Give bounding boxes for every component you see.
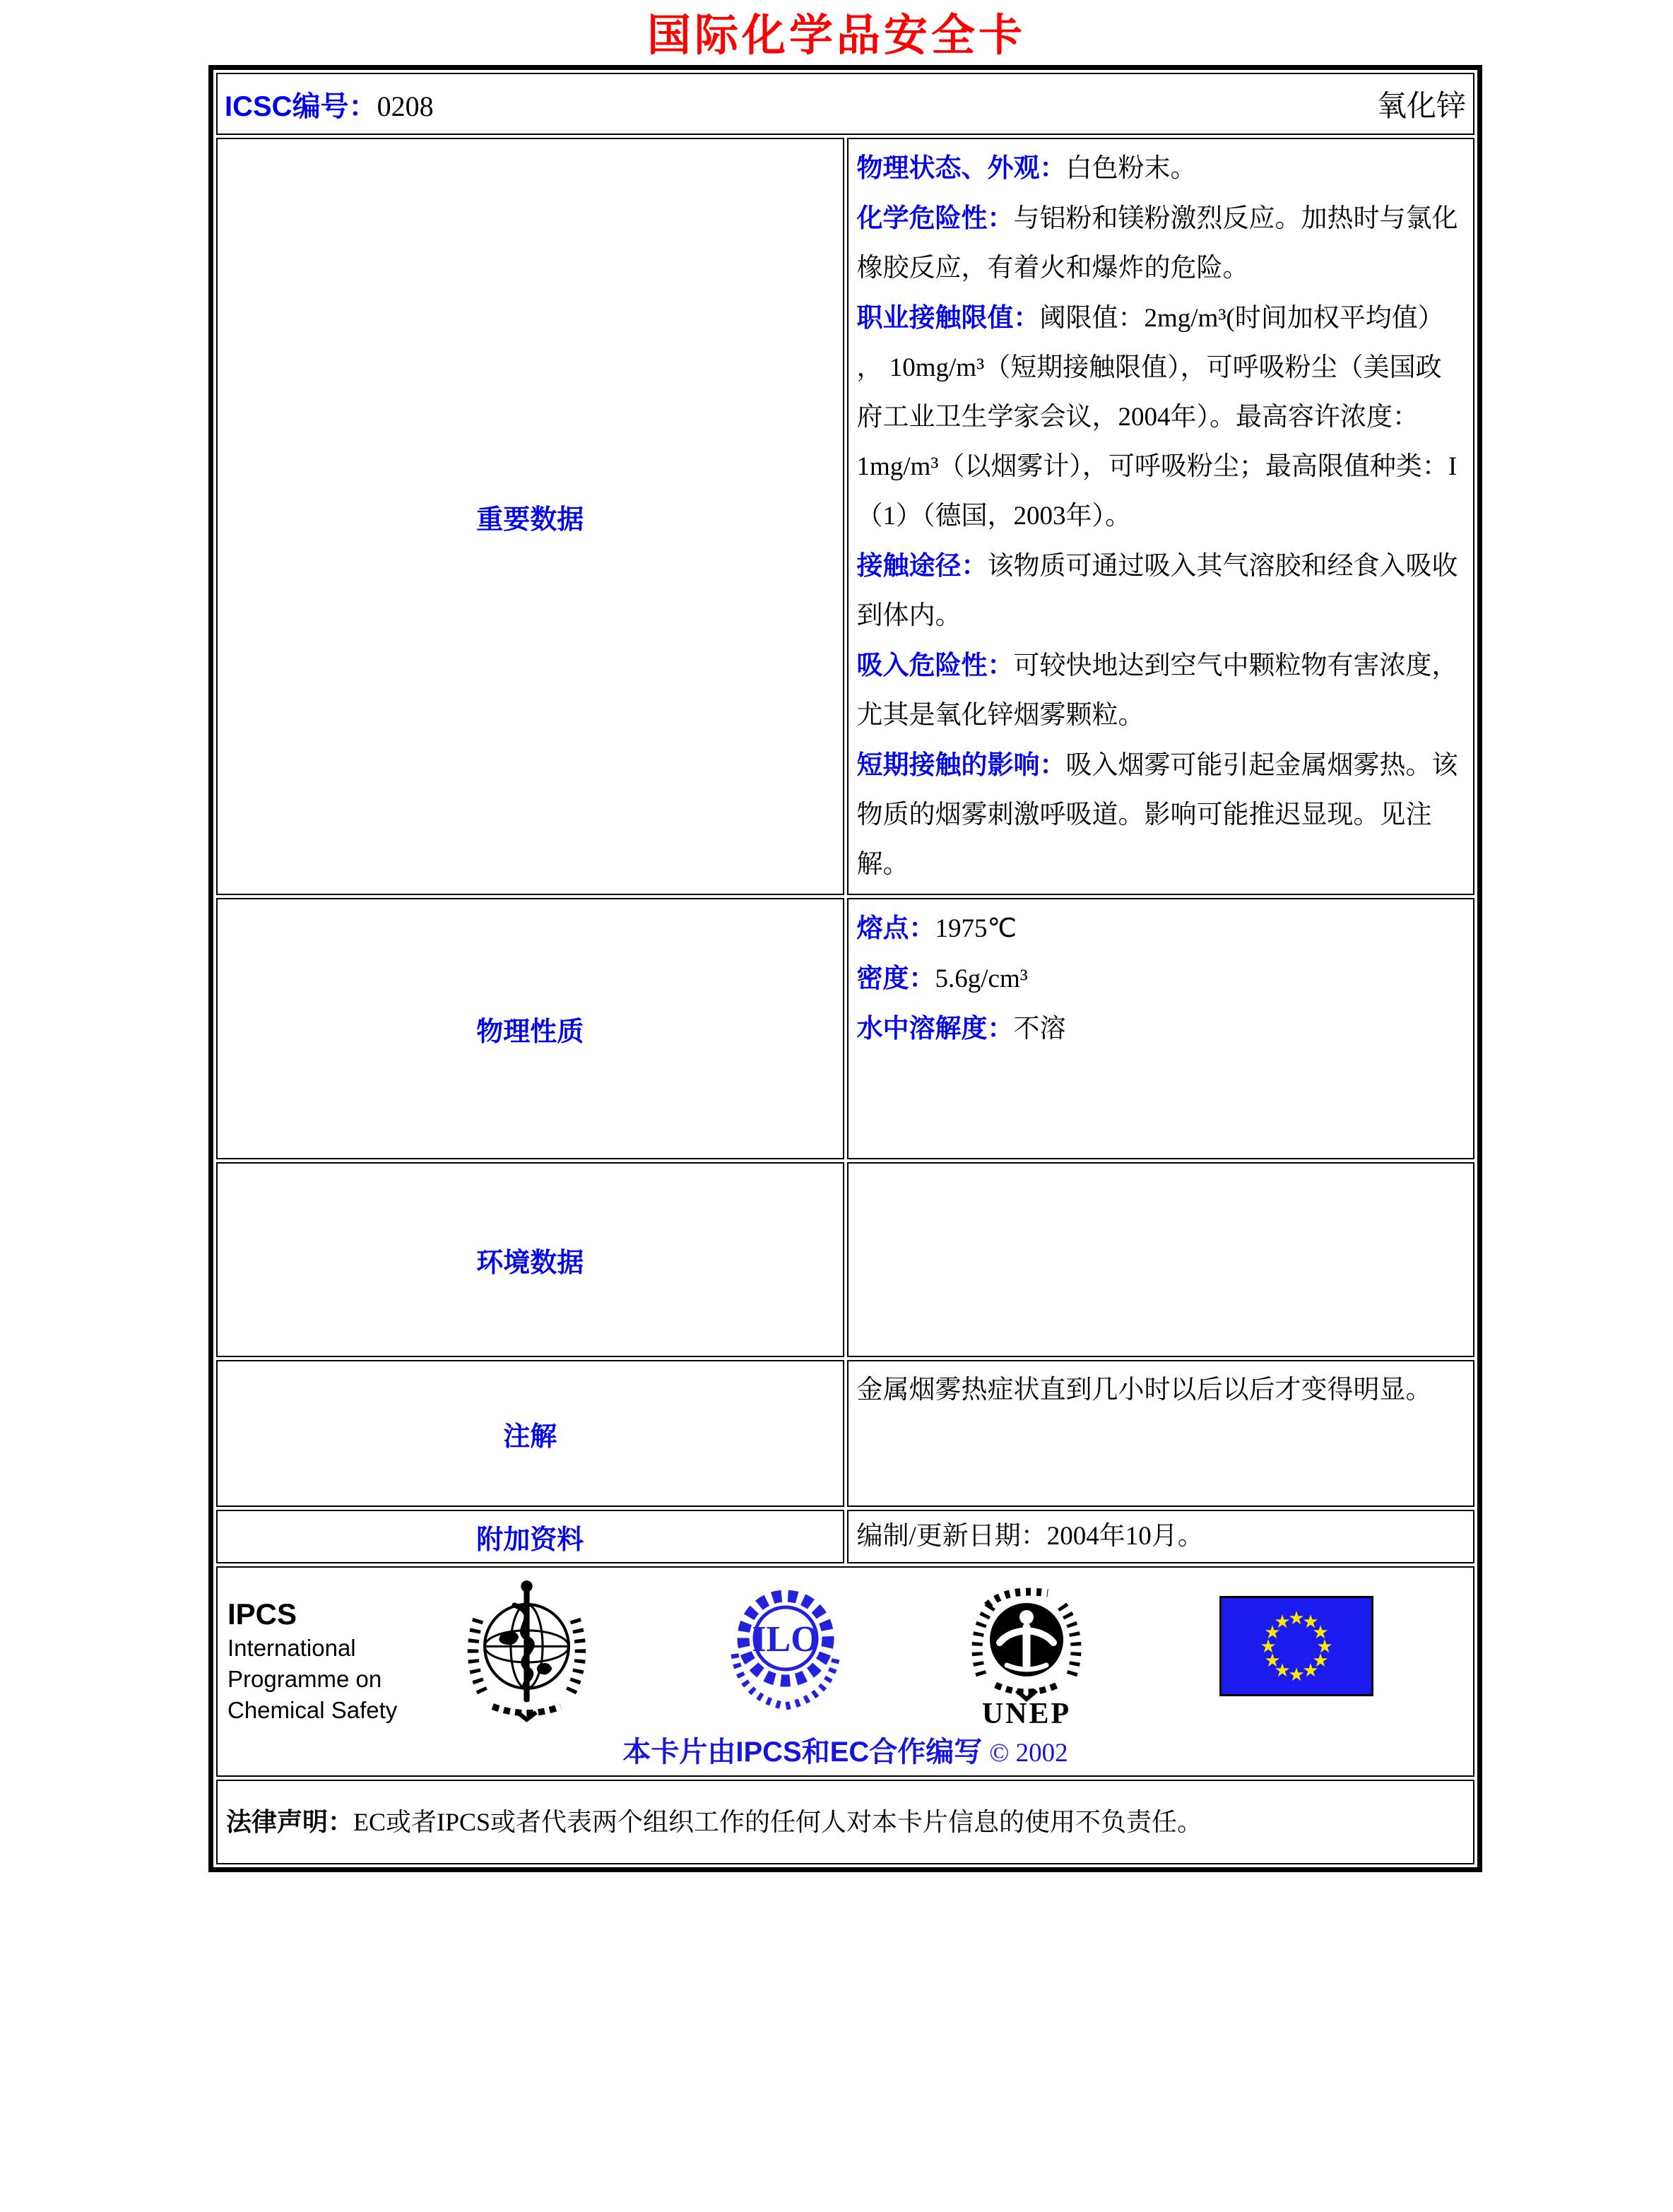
unep-logo-text: UNEP	[981, 1698, 1072, 1726]
icsc-card-table	[208, 65, 1482, 1872]
field-value: 吸入烟雾可能引起金属烟雾热。该物质的烟雾刺激呼吸道。影响可能推迟显现。见注解。	[856, 751, 1458, 879]
chemical-name: 氧化锌	[1376, 90, 1466, 123]
ilo-logo-icon	[725, 1583, 846, 1722]
section-label-notes: 注解	[216, 1360, 844, 1507]
field-label: 水中溶解度：	[856, 1014, 1014, 1043]
who-logo-icon	[458, 1578, 596, 1726]
unep-logo-icon	[963, 1578, 1090, 1729]
ilo-logo-text: ILO	[752, 1619, 820, 1660]
section-content-physical-properties	[847, 898, 1475, 1159]
svg-text:★: ★	[1264, 1622, 1281, 1643]
section-content-additional-info	[847, 1510, 1475, 1563]
field-label: 化学危险性：	[856, 203, 1014, 232]
section-content-notes	[847, 1360, 1475, 1507]
legal-notice-label: 法律声明：	[226, 1807, 354, 1836]
field-value: 金属烟雾热症状直到几小时以后以后才变得明显。	[856, 1376, 1432, 1404]
ipcs-line-2: Programme on	[227, 1666, 382, 1692]
section-label-environmental-data: 环境数据	[216, 1162, 844, 1357]
svg-text:★: ★	[1312, 1622, 1329, 1643]
icsc-number-value: 0208	[377, 90, 434, 122]
svg-text:★: ★	[1312, 1650, 1329, 1672]
section-content-environmental-data	[847, 1162, 1475, 1357]
icsc-number-label: ICSC编号：	[225, 91, 377, 122]
paragraph-physical-state	[857, 143, 1465, 194]
section-label-additional-info: 附加资料	[216, 1510, 844, 1563]
svg-text:★: ★	[1274, 1611, 1291, 1633]
field-label: 接触途径：	[856, 551, 988, 580]
field-label: 短期接触的影响：	[856, 750, 1066, 779]
svg-text:★: ★	[1302, 1611, 1319, 1633]
paragraph-update-date	[857, 1515, 1465, 1558]
ipcs-text-block	[227, 1596, 397, 1726]
svg-text:★: ★	[1264, 1650, 1281, 1672]
section-label-important-data: 重要数据	[216, 138, 844, 895]
svg-text:★: ★	[1316, 1636, 1333, 1657]
ipcs-acronym: IPCS	[227, 1597, 297, 1631]
cooperation-caption-text: 本卡片由IPCS和EC合作编写	[622, 1737, 983, 1768]
section-label-physical-properties: 物理性质	[216, 898, 844, 1159]
field-value: 不溶	[1013, 1015, 1066, 1043]
svg-text:★: ★	[1288, 1664, 1305, 1686]
paragraph-short-term-effects	[857, 740, 1465, 889]
field-value: 阈限值：2mg/m³(时间加权平均值） ， 10mg/m³（短期接触限值），可呼吸粉尘（美国政府工业卫生学家会议，2004年）。最高容许浓度：1mg/m³（以烟雾计），可呼吸粉尘；最高限值种类：I（1）（德国，2003年）。	[856, 304, 1458, 531]
cooperation-caption	[218, 1729, 1473, 1770]
field-value: 白色粉末。	[1065, 154, 1197, 183]
svg-text:★: ★	[1288, 1608, 1305, 1629]
paragraph-notes	[857, 1366, 1465, 1415]
copyright-text: © 2002	[989, 1739, 1068, 1768]
ipcs-line-3: Chemical Safety	[227, 1697, 398, 1723]
field-value: 5.6g/cm³	[935, 964, 1028, 993]
field-value: 编制/更新日期：2004年10月。	[856, 1522, 1204, 1551]
svg-text:★: ★	[1302, 1660, 1319, 1681]
field-label: 密度：	[856, 964, 935, 993]
svg-text:★: ★	[1274, 1660, 1291, 1681]
field-label: 熔点：	[856, 913, 935, 942]
field-label: 职业接触限值：	[856, 303, 1040, 332]
section-content-important-data	[847, 138, 1475, 895]
logos-row	[216, 1566, 1474, 1777]
icsc-number-group	[225, 84, 434, 124]
ipcs-line-1: International	[227, 1635, 356, 1661]
field-value: 可较快地达到空气中颗粒物有害浓度，尤其是氧化锌烟雾颗粒。	[856, 651, 1458, 730]
header-row	[216, 73, 1474, 135]
field-value: 该物质可通过吸入其气溶胶和经食入吸收到体内。	[856, 552, 1458, 630]
paragraph-melting-point	[857, 904, 1465, 954]
paragraph-inhalation-risk	[857, 641, 1465, 740]
paragraph-exposure-routes	[857, 541, 1465, 641]
svg-text:★: ★	[1260, 1636, 1277, 1657]
legal-notice-text: EC或者IPCS或者代表两个组织工作的任何人对本卡片信息的使用不负责任。	[353, 1808, 1203, 1836]
paragraph-chemical-dangers	[857, 194, 1465, 293]
paragraph-occupational-limits	[857, 293, 1465, 541]
paragraph-density	[857, 954, 1465, 1004]
page-title: 国际化学品安全卡	[646, 12, 1026, 60]
eu-flag-icon	[1219, 1596, 1373, 1700]
paragraph-water-solubility	[857, 1004, 1465, 1054]
field-label: 吸入危险性：	[856, 651, 1014, 680]
legal-row	[216, 1780, 1474, 1864]
field-value: 与铝粉和镁粉激烈反应。加热时与氯化橡胶反应，有着火和爆炸的危险。	[856, 204, 1458, 283]
field-label: 物理状态、外观：	[856, 153, 1066, 182]
field-value: 1975℃	[935, 914, 1017, 943]
